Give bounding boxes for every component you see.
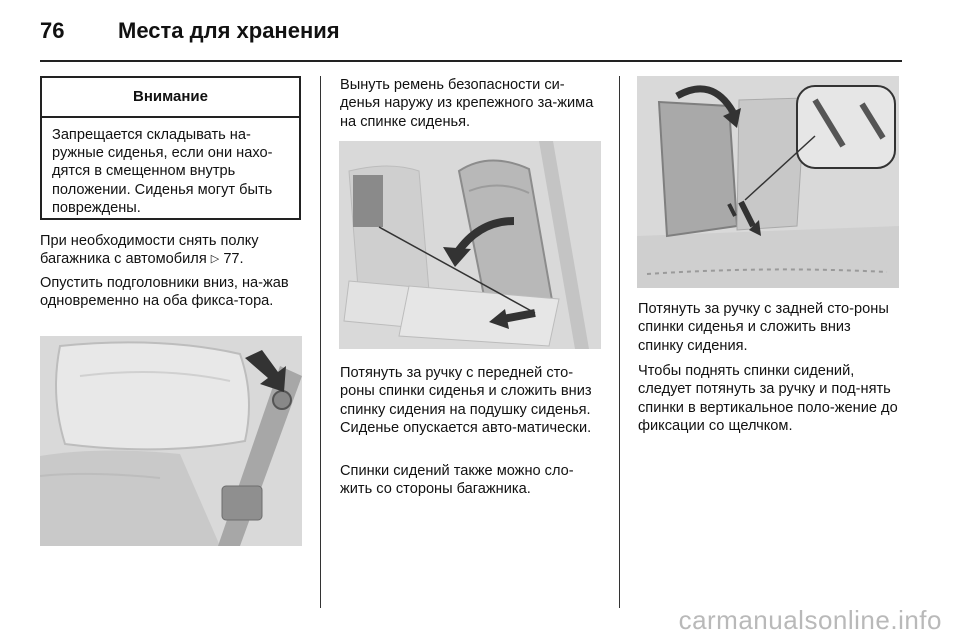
page-title: Места для хранения (118, 18, 340, 43)
column-divider-2 (619, 76, 620, 608)
figure-fold-seatback-front (339, 141, 601, 349)
figure-headrest-latch (40, 336, 302, 546)
watermark: carmanualsonline.info (678, 605, 942, 635)
column-divider-1 (320, 76, 321, 608)
paragraph-remove-shelf-text: При необходимости снять полку багажника с автомобиля (40, 233, 259, 268)
paragraph-headrests: Опустить подголовники вниз, на-жав одновременно на оба фикса-тора. (40, 275, 289, 310)
paragraph-remove-shelf (40, 232, 302, 269)
page-reference-link[interactable]: 77. (223, 251, 244, 268)
paragraph-fold-front: Потянуть за ручку с передней сто-роны спинки сиденья и сложить вниз спинку сидения на подушку сиденья. Сиденье опускается авто-матически. (340, 365, 592, 437)
warning-text: Запрещается складывать на-ружные сиденья, если они нахо-дятся в смещенном внутрь положении. Сиденья могут быть повреждены. (52, 127, 273, 216)
paragraph-fold-trunk: Спинки сидений также можно сло-жить со стороны багажника. (340, 463, 574, 498)
warning-box (40, 76, 301, 220)
triangle-reference-icon: ▷ (210, 253, 220, 266)
header-divider (40, 60, 902, 62)
page-number: 76 (40, 18, 65, 43)
warning-title: Внимание (42, 78, 299, 118)
paragraph-raise-backs: Чтобы поднять спинки сидений, следует потянуть за ручку и под-нять спинки в вертикальное поло-жение до фиксации со щелчком. (638, 363, 898, 435)
page-header (40, 14, 902, 54)
paragraph-belt: Вынуть ремень безопасности си-денья наружу из крепежного за-жима на спинке сиденья. (340, 77, 594, 130)
paragraph-fold-rear: Потянуть за ручку с задней сто-роны спинки сиденья и сложить вниз спинку сидения. (638, 301, 889, 354)
figure-fold-seatback-rear (637, 76, 899, 288)
